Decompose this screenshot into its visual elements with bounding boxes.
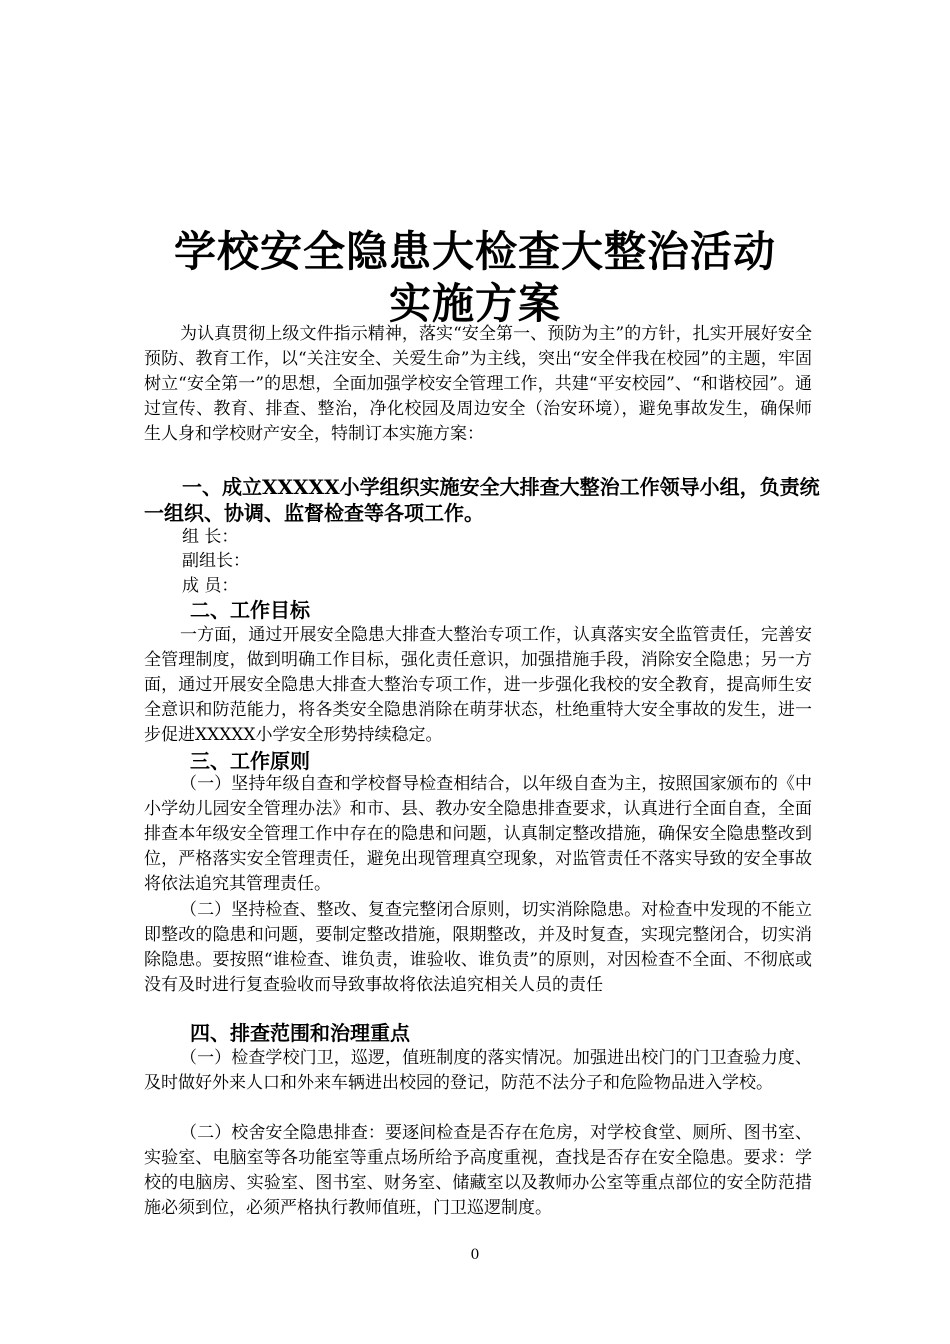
section3-paragraph1: （一）坚持年级自查和学校督导检查相结合，以年级自查为主，按照国家颁布的《中小学幼儿园安全管理办法》和市、县、教办安全隐患排查要求，认真进行全面自查，全面排查本年级安全管理工作中存在的隐患和问题，认真制定整改措施，确保安全隐患整改到位，严格落实安全管理责任，避免出现管理真空现象，对监管责任不落实导致的安全事故将依法追究其管理责任。 — [144, 774, 812, 894]
section4-paragraph1: （一）检查学校门卫，巡逻，值班制度的落实情况。加强进出校门的门卫查验力度、及时做好外来人口和外来车辆进出校园的登记，防范不法分子和危险物品进入学校。 — [144, 1048, 812, 1093]
leader-line: 组 长： — [182, 527, 239, 547]
document-title-line2: 实施方案 — [388, 279, 561, 328]
intro-paragraph: 为认真贯彻上级文件指示精神，落实“安全第一、预防为主”的方针，扎实开展好安全预防、教育工作，以“关注安全、关爱生命”为主线，突出“安全伴我在校园”的主题，牢固树立“安全第一”的思想，全面加强学校安全管理工作，共建“平安校园”、“和谐校园”。通过宣传、教育、排查、整治，净化校园及周边安全（治安环境），避免事故发生，确保师生人身和学校财产安全，特制订本实施方案： — [144, 324, 812, 444]
section4-paragraph2: （二）校舍安全隐患排查：要逐间检查是否存在危房，对学校食堂、厕所、图书室、实验室、电脑室等各功能室等重点场所给予高度重视，查找是否存在安全隐患。要求：学校的电脑房、实验室、图书室、财务室、储藏室以及教师办公室等重点部位的安全防范措施必须到位，必须严格执行教师值班，门卫巡逻制度。 — [144, 1123, 812, 1218]
document-title-line1: 学校安全隐患大检查大整治活动 — [173, 227, 776, 276]
section3-paragraph2: （二）坚持检查、整改、复查完整闭合原则，切实消除隐患。对检查中发现的不能立即整改的隐患和问题，要制定整改措施，限期整改，并及时复查，实现完整闭合，切实消除隐患。要按照“谁检查、谁负责，谁验收、谁负责”的原则，对因检查不全面、不彻底或没有及时进行复查验收而导致事故将依法追究相关人员的责任 — [144, 900, 812, 995]
section2-heading: 二、工作目标 — [190, 598, 310, 622]
section1-heading: 一、成立XXXXX小学组织实施安全大排查大整治工作领导小组，负责统一组织、协调、监督检查等各项工作。 — [144, 475, 820, 525]
section2-paragraph: 一方面，通过开展安全隐患大排查大整治专项工作，认真落实安全监管责任，完善安全管理制度，做到明确工作目标，强化责任意识，加强措施手段，消除安全隐患；另一方面，通过开展安全隐患大排查大整治专项工作，进一步强化我校的安全教育，提高师生安全意识和防范能力，将各类安全隐患消除在萌芽状态，杜绝重特大安全事故的发生，进一步促进XXXXX小学安全形势持续稳定。 — [144, 625, 812, 745]
section3-heading: 三、工作原则 — [190, 749, 310, 773]
page-number: 0 — [470, 1247, 480, 1263]
deputy-line: 副组长： — [182, 551, 250, 571]
section4-heading: 四、排查范围和治理重点 — [190, 1021, 410, 1045]
members-line: 成 员： — [182, 576, 239, 596]
